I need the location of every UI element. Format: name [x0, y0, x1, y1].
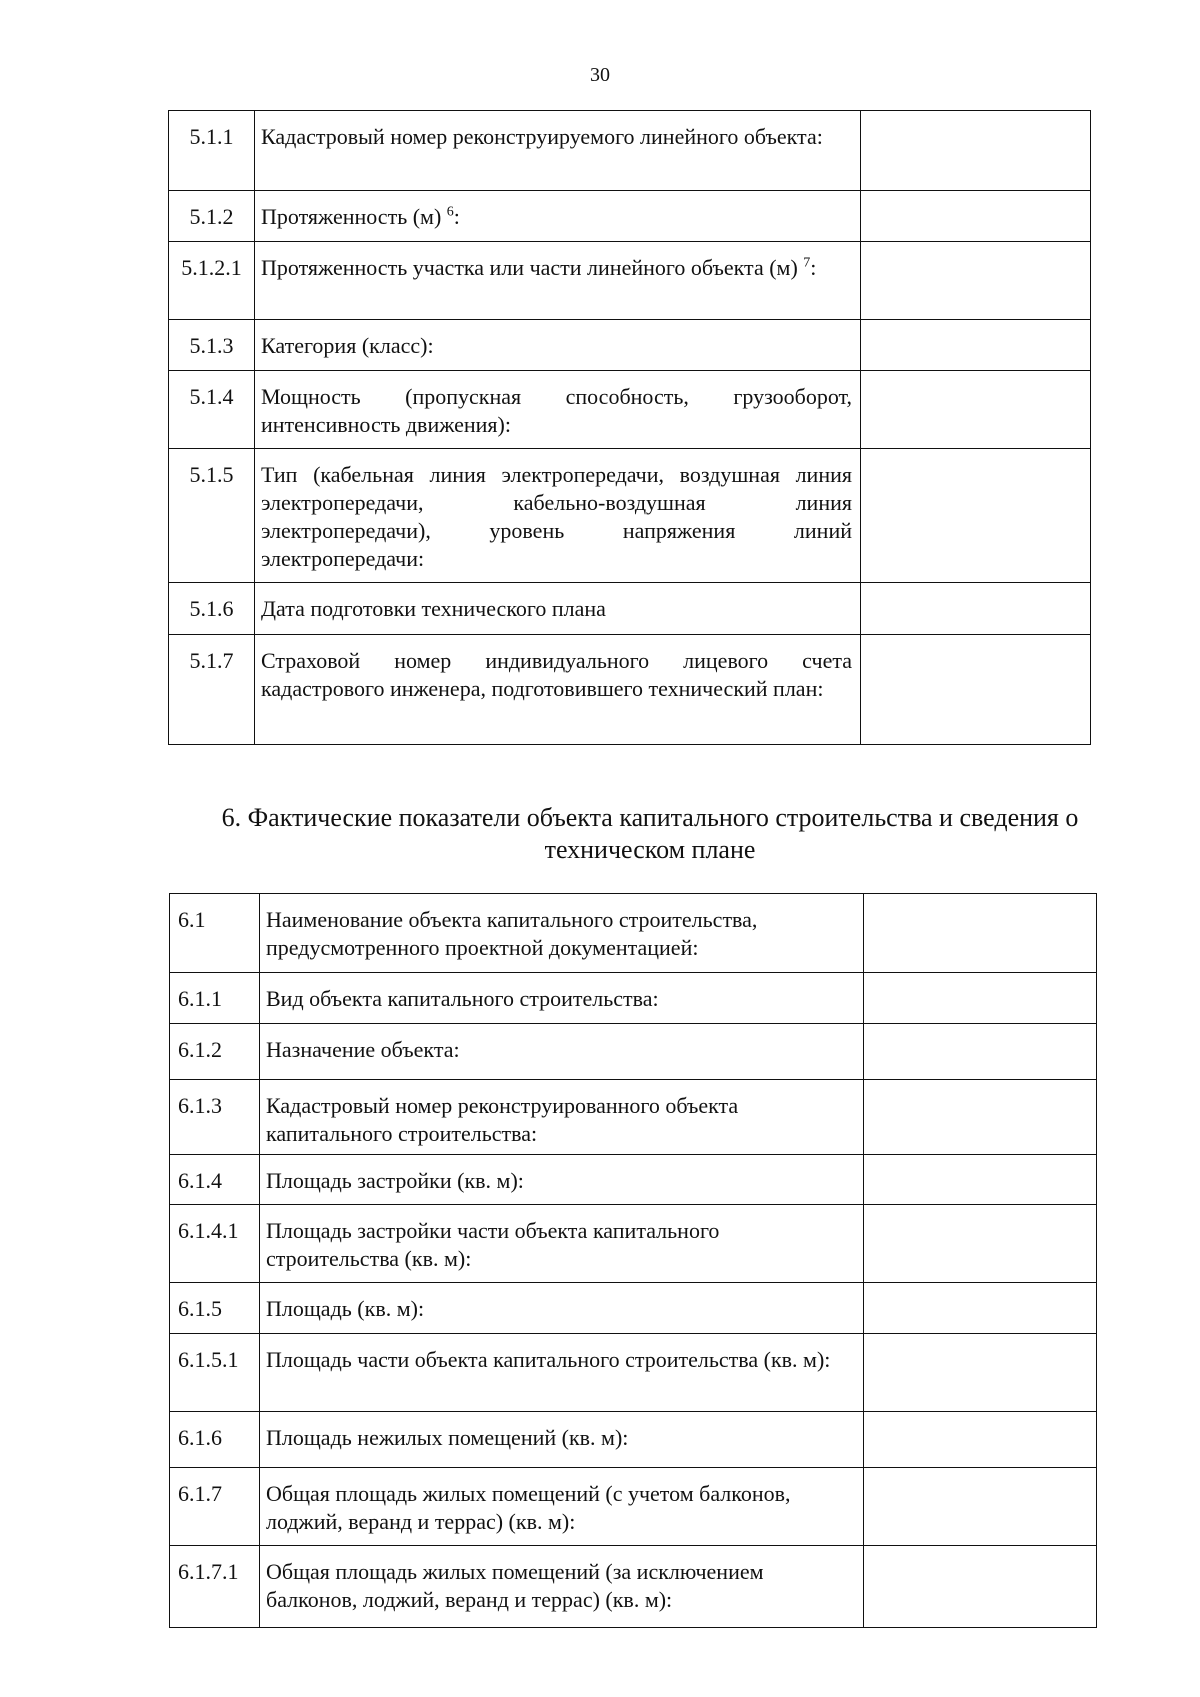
table-row	[170, 973, 1097, 1024]
table-row	[169, 371, 1091, 449]
value-cell[interactable]	[864, 1024, 1097, 1080]
row-number: 5.1.5	[169, 449, 255, 583]
value-cell[interactable]	[861, 635, 1091, 745]
row-label: Тип (кабельная линия электропередачи, воздушная линия электропередачи, кабельно-воздушная линия электропередачи), уровень напряжения линий электропередачи:	[255, 449, 861, 583]
technical-plan-table-5-1	[168, 110, 1091, 745]
row-number: 6.1.3	[170, 1080, 260, 1155]
value-cell[interactable]	[864, 1205, 1097, 1283]
value-cell[interactable]	[864, 1080, 1097, 1155]
value-cell[interactable]	[864, 1468, 1097, 1546]
row-label: Кадастровый номер реконструируемого линейного объекта:	[255, 111, 861, 191]
value-cell[interactable]	[861, 242, 1091, 320]
value-cell[interactable]	[861, 449, 1091, 583]
value-cell[interactable]	[864, 1155, 1097, 1205]
row-number: 6.1.7	[170, 1468, 260, 1546]
table-row	[169, 320, 1091, 371]
table-row	[170, 1412, 1097, 1468]
table-row	[170, 1080, 1097, 1155]
row-label: Мощность (пропускная способность, грузооборот, интенсивность движения):	[255, 371, 861, 449]
row-label: Площадь части объекта капитального строительства (кв. м):	[260, 1334, 864, 1412]
value-cell[interactable]	[864, 894, 1097, 973]
row-number: 5.1.1	[169, 111, 255, 191]
table-row	[169, 111, 1091, 191]
row-label: Категория (класс):	[255, 320, 861, 371]
table-row	[170, 894, 1097, 973]
value-cell[interactable]	[861, 191, 1091, 242]
row-number: 5.1.2	[169, 191, 255, 242]
row-number: 6.1.5	[170, 1283, 260, 1334]
row-label: Протяженность участка или части линейного объекта (м) $^7$:	[255, 242, 861, 320]
row-label: Общая площадь жилых помещений (за исключением балконов, лоджий, веранд и террас) (кв. м):	[260, 1546, 864, 1628]
row-label: Дата подготовки технического плана	[255, 583, 861, 635]
table-row	[170, 1024, 1097, 1080]
row-label: Общая площадь жилых помещений (с учетом балконов, лоджий, веранд и террас) (кв. м):	[260, 1468, 864, 1546]
table-row	[170, 1468, 1097, 1546]
table-row	[169, 583, 1091, 635]
value-cell[interactable]	[861, 583, 1091, 635]
row-label: Площадь застройки части объекта капитального строительства (кв. м):	[260, 1205, 864, 1283]
table-row	[170, 1155, 1097, 1205]
row-number: 5.1.6	[169, 583, 255, 635]
value-cell[interactable]	[864, 973, 1097, 1024]
table-row	[169, 449, 1091, 583]
section-heading: 6. Фактические показатели объекта капитального строительства и сведения о техническом плане	[221, 803, 1079, 864]
actual-indicators-table-6-1	[169, 893, 1097, 1628]
table-row	[169, 635, 1091, 745]
row-number: 6.1.2	[170, 1024, 260, 1080]
row-number: 6.1.4	[170, 1155, 260, 1205]
value-cell[interactable]	[864, 1412, 1097, 1468]
table-row	[170, 1205, 1097, 1283]
row-number: 6.1.7.1	[170, 1546, 260, 1628]
table-row	[170, 1283, 1097, 1334]
row-number: 5.1.7	[169, 635, 255, 745]
value-cell[interactable]	[861, 111, 1091, 191]
row-number: 6.1.6	[170, 1412, 260, 1468]
table-row	[170, 1546, 1097, 1628]
value-cell[interactable]	[861, 371, 1091, 449]
row-number: 6.1.5.1	[170, 1334, 260, 1412]
table-row	[169, 191, 1091, 242]
table-row	[169, 242, 1091, 320]
row-number: 5.1.4	[169, 371, 255, 449]
row-label: Площадь застройки (кв. м):	[260, 1155, 864, 1205]
page-number: 30	[590, 64, 610, 86]
row-label: Вид объекта капитального строительства:	[260, 973, 864, 1024]
row-label: Площадь (кв. м):	[260, 1283, 864, 1334]
row-label: Назначение объекта:	[260, 1024, 864, 1080]
row-number: 6.1	[170, 894, 260, 973]
row-label: Кадастровый номер реконструированного объекта капитального строительства:	[260, 1080, 864, 1155]
value-cell[interactable]	[861, 320, 1091, 371]
value-cell[interactable]	[864, 1334, 1097, 1412]
row-number: 6.1.1	[170, 973, 260, 1024]
row-label: Протяженность (м) $^6$:	[255, 191, 861, 242]
row-label: Наименование объекта капитального строительства, предусмотренного проектной документацией:	[260, 894, 864, 973]
row-number: 5.1.3	[169, 320, 255, 371]
row-label: Страховой номер индивидуального лицевого счета кадастрового инженера, подготовившего технический план:	[255, 635, 861, 745]
table-row	[170, 1334, 1097, 1412]
value-cell[interactable]	[864, 1283, 1097, 1334]
row-label: Площадь нежилых помещений (кв. м):	[260, 1412, 864, 1468]
value-cell[interactable]	[864, 1546, 1097, 1628]
row-number: 6.1.4.1	[170, 1205, 260, 1283]
row-number: 5.1.2.1	[169, 242, 255, 320]
